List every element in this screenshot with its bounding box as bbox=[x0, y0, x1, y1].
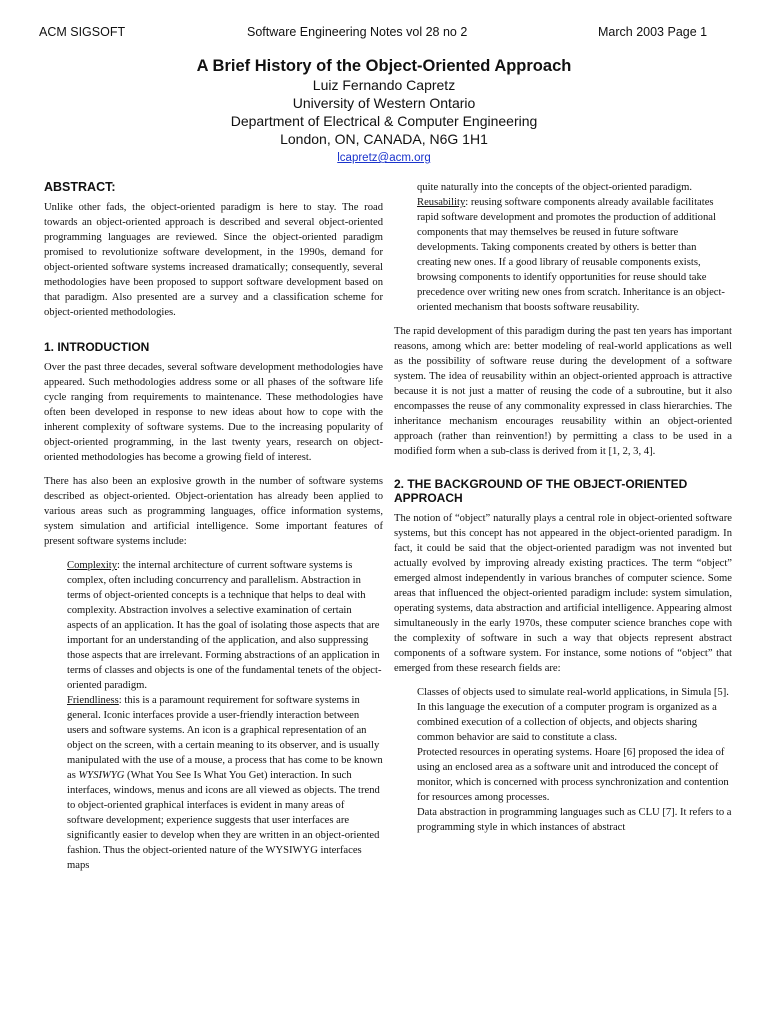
author-email-link[interactable]: lcapretz@acm.org bbox=[337, 152, 431, 164]
paper-title: A Brief History of the Object-Oriented Approach bbox=[196, 57, 572, 75]
features-list-continued bbox=[417, 180, 732, 315]
intro-paragraph-3: The rapid development of this paradigm during the past ten years has important reasons, among which are: better modeling of real-world applications as well as the possibility of software reuse during the development of a software system. The idea of reusability within an object-oriented approach is attractive because it is not just a matter of reusing the code of a subroutine, but it also encompasses the reuse of any commonality expressed in class hierarchies. The inheritance mechanism encourages reusability within an object-oriented approach (rather than reinvention!) by permitting a class to be used in a modified form when a sub-class is derived from it [1, 2, 3, 4]. bbox=[394, 326, 732, 457]
header-journal: Software Engineering Notes vol 28 no 2 bbox=[247, 25, 468, 39]
feature-reusability: Reusability: reusing software components already available facilitates rapid software development and promotes the production of additional components that may themselves be reused in future software developments. Taking components created by others is better than creating new ones. If a good library of reusable components exists, browsing components to identify opportunities for reuse should take precedence over writing new ones from scratch. Inheritance is an object-oriented mechanism that boosts software reusability. bbox=[417, 197, 725, 313]
author-name: Luiz Fernando Capretz bbox=[312, 77, 456, 93]
term-reusability: Reusability bbox=[417, 197, 466, 208]
title-block bbox=[0, 56, 768, 166]
abstract-text: Unlike other fads, the object-oriented paradigm is here to stay. The road towards an object-oriented approach is described and several object-oriented programming languages are reviewed. Since the object-oriented paradigm promised to revolutionize software development, in the 1990s, demand for object-oriented software systems increased dramatically; consequently, several methodologies have been proposed to support software development based on that paradigm. Also presented are a survey and a classification scheme for object-oriented methodologies. bbox=[44, 202, 383, 318]
left-column bbox=[44, 180, 383, 873]
background-heading: 2. THE BACKGROUND OF THE OBJECT-ORIENTED APPROACH bbox=[394, 477, 688, 505]
term-friendliness: Friendliness bbox=[67, 695, 119, 706]
features-list bbox=[67, 558, 383, 873]
feature-friendliness: Friendliness: this is a paramount requirement for software systems in general. Iconic interfaces provide a user-friendly interaction between users and software systems. An icon is a graphical representation of an object on the screen, with a certain meaning to its observer, and is usually manipulated with the use of a mouse, a process that has come to be known as WYSIWYG (What You See Is What You Get) interaction. In such interfaces, windows, menus and icons are all viewed as objects. The trend to object-oriented graphical interfaces is evident in many areas of software development; experience suggests that user interfaces are significantly easier to develop when they are written in an object-oriented fashion. Thus the object-oriented nature of the WYSIWYG interfaces maps bbox=[67, 695, 383, 871]
author-location: London, ON, CANADA, N6G 1H1 bbox=[280, 131, 488, 147]
header-date-page: March 2003 Page 1 bbox=[598, 25, 708, 39]
right-column bbox=[394, 180, 732, 835]
header-venue: ACM SIGSOFT bbox=[39, 25, 126, 39]
feature-friendliness-continued: quite naturally into the concepts of the object-oriented paradigm. bbox=[417, 182, 693, 193]
intro-paragraph-2: There has also been an explosive growth in the number of software systems described as object-oriented. Object-orientation has already been applied to various areas such as programming languages, office information systems, system simulation and artificial intelligence. Some important features of present software systems include: bbox=[44, 476, 383, 547]
intro-paragraph-1: Over the past three decades, several software development methodologies have appeared. Such methodologies address some or all phases of the software life cycle ranging from requirements to maintenance. These methodologies have often been developed in response to new ideas about how to cope with the inherent complexity of software systems. Due to the increasing popularity of object-oriented programming, in the last twenty years, research on object-oriented methodologies has become a growing field of interest. bbox=[44, 362, 383, 463]
abstract-heading: ABSTRACT: bbox=[44, 180, 116, 194]
wysiwyg-term: WYSIWYG bbox=[78, 770, 125, 781]
feature-complexity: Complexity: the internal architecture of current software systems is complex, often including concurrency and parallelism. Abstraction in terms of object-oriented concepts is a technique that helps to deal with complexity. Abstraction involves a selective examination of certain aspects of an application. It has the goal of isolating those aspects that are important for an understanding of the application, and also suppressing those aspects that are irrelevant. Forming abstractions of an application in terms of classes and objects is one of the fundamental tenets of the object-oriented paradigm. bbox=[67, 560, 382, 691]
author-affiliation: University of Western Ontario bbox=[292, 95, 476, 111]
origin-item-simula: Classes of objects used to simulate real-world applications, in Simula [5]. In this language the execution of a computer program is organized as a combined execution of a collection of objects, and objects sharing common behavior are said to constitute a class. bbox=[417, 687, 729, 743]
background-paragraph-1: The notion of “object” naturally plays a central role in object-oriented software systems, but this concept has not appeared in the object-oriented paradigm. In fact, it could be said that the object-oriented paradigm was not invented but actually evolved by improving already existing practices. The term “object” emerged almost independently in various branches of computer science. Some areas that influenced the object-oriented paradigm include: system simulation, operating systems, data abstraction and artificial intelligence. Appearing almost simultaneously in the early 1970s, these computer science branches cope with the complexity of software in such a way that objects represent abstract components of a software system. For instance, some notions of “object” that emerged from these research fields are: bbox=[394, 513, 732, 674]
running-header bbox=[0, 25, 768, 41]
origin-item-data-abstraction: Data abstraction in programming languages such as CLU [7]. It refers to a programming style in which instances of abstract bbox=[417, 807, 732, 833]
intro-heading: 1. INTRODUCTION bbox=[44, 340, 150, 354]
origins-list bbox=[417, 685, 732, 835]
term-complexity: Complexity bbox=[67, 560, 118, 571]
author-department: Department of Electrical & Computer Engineering bbox=[230, 113, 538, 129]
origin-item-operating-systems: Protected resources in operating systems. Hoare [6] proposed the idea of using an enclosed area as a software unit and introduced the concept of monitor, which is concerned with process synchronization and contention for resources among processes. bbox=[417, 747, 729, 803]
